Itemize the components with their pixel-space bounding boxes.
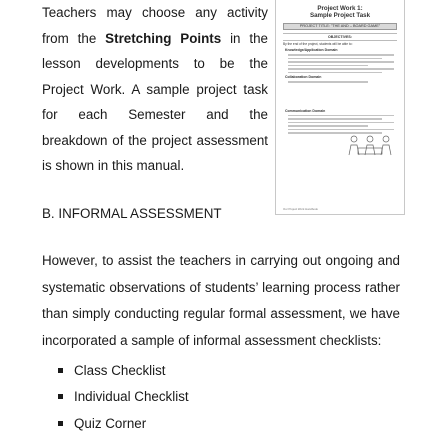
stretching-points-term: Stretching Points bbox=[105, 30, 222, 46]
bullet-icon bbox=[58, 394, 63, 399]
list-item-label: Individual Checklist bbox=[74, 389, 189, 405]
thumbnail-domain-collaboration: Collaboration Domain bbox=[285, 75, 322, 80]
list-item bbox=[58, 384, 189, 411]
thumbnail-objectives: OBJECTIVES: bbox=[283, 33, 397, 41]
thumbnail-text-line bbox=[288, 54, 394, 56]
thumbnail-text-line bbox=[288, 72, 382, 74]
thumbnail-text-line bbox=[288, 68, 394, 70]
list-item bbox=[58, 357, 189, 384]
section-heading: B. INFORMAL ASSESSMENT bbox=[42, 206, 222, 221]
thumbnail-title-line1: Project Work 1: bbox=[317, 5, 363, 12]
intro-text-end: in the lesson developments to be the Project Work. A sample project task for each Semester and the breakdown of the project assessment is shown in this manual. bbox=[42, 30, 268, 173]
thumbnail-text-line bbox=[288, 81, 368, 83]
bullet-icon bbox=[58, 421, 63, 426]
bullet-icon bbox=[58, 368, 63, 373]
thumbnail-text-line bbox=[288, 115, 394, 117]
thumbnail-project-title: PROJECT TITLE: "THE AND – BOARD GAME" bbox=[283, 23, 397, 30]
body-text: However, to assist the teachers in carrying out ongoing and systematic observations of students’ learning process rather than simply conducting regular formal assessment, we have incorporated a sample of bbox=[42, 253, 400, 348]
intro-paragraph bbox=[42, 0, 268, 179]
thumbnail-domain-knowledge: Knowledge/Application Domain bbox=[285, 48, 338, 53]
list-item-label: Class Checklist bbox=[74, 362, 166, 378]
thumbnail-text-line bbox=[288, 122, 394, 124]
intro-text-start: Teachers may choose any activity from the bbox=[42, 5, 268, 46]
list-item bbox=[58, 410, 189, 437]
thumbnail-text-line bbox=[288, 65, 368, 67]
checklist-list bbox=[58, 357, 189, 437]
thumbnail-intro-line: By the end of the project, students will be able to: bbox=[283, 42, 353, 46]
thumbnail-text-line bbox=[288, 129, 394, 131]
informal-assessment-paragraph bbox=[42, 248, 400, 354]
sample-project-task-thumbnail bbox=[275, 0, 405, 215]
thumbnail-text-line bbox=[288, 125, 368, 127]
thumbnail-title bbox=[276, 5, 404, 19]
list-item-label: Quiz Corner bbox=[74, 415, 147, 431]
thumbnail-footer: Our Project Work Handbook bbox=[283, 207, 318, 211]
thumbnail-text-line bbox=[288, 118, 382, 120]
thumbnail-domain-communication: Communication Domain bbox=[285, 108, 326, 113]
checklists-term: informal assessment checklists bbox=[193, 332, 378, 348]
body-end: : bbox=[377, 332, 382, 348]
thumbnail-text-line bbox=[288, 58, 382, 60]
students-illustration bbox=[344, 134, 396, 156]
thumbnail-text-line bbox=[288, 61, 394, 63]
thumbnail-title-line2: Sample Project Task bbox=[309, 12, 371, 19]
